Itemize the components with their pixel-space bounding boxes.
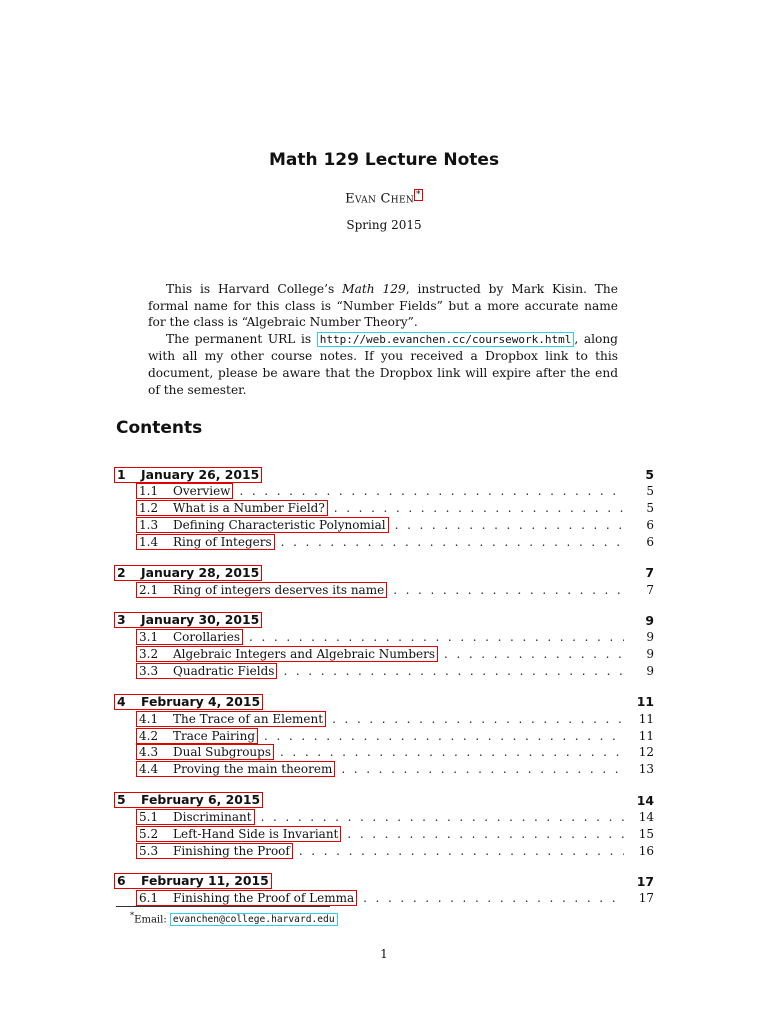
- toc-subsection-page: 6: [646, 534, 654, 549]
- toc-section-number: 6: [117, 873, 126, 889]
- toc-subsection-link[interactable]: [136, 500, 328, 516]
- toc-section-number: 3: [117, 612, 126, 628]
- toc-subsection-link[interactable]: [136, 809, 255, 825]
- toc-subsection-title: Dual Subgroups: [173, 745, 271, 760]
- toc-section-link[interactable]: [114, 873, 272, 889]
- toc-subsection-link[interactable]: [136, 483, 233, 499]
- toc-subsection-link[interactable]: [136, 582, 387, 598]
- date-line: Spring 2015: [346, 218, 422, 232]
- footnote-link[interactable]: *: [416, 190, 421, 200]
- toc-subsection-line: [136, 581, 654, 598]
- toc-section-number: 4: [117, 693, 126, 709]
- toc-subsection-page: 14: [638, 809, 654, 824]
- toc-dot-leader: [255, 810, 624, 824]
- toc-subsection-title: Finishing the Proof of Lemma: [173, 891, 355, 906]
- toc-section-number: 2: [117, 564, 126, 580]
- toc-subsection-line: [136, 500, 654, 517]
- toc-dot-leader: [277, 664, 624, 678]
- footnote-mark: *: [130, 910, 135, 920]
- toc-dot-leader: [275, 535, 624, 549]
- toc-section-title: February 11, 2015: [141, 873, 269, 889]
- toc-section-page: 7: [645, 565, 654, 581]
- toc-section-page: 5: [645, 467, 654, 482]
- abstract-paragraph-1: [148, 281, 618, 331]
- toc-subsection-page: 13: [638, 762, 654, 777]
- toc-subsection-line: [136, 744, 654, 761]
- toc-section-line: [114, 792, 654, 809]
- toc-subsection-title: Algebraic Integers and Algebraic Numbers: [173, 647, 436, 662]
- toc-subsection-number: 1.1: [139, 484, 159, 499]
- toc-dot-leader: [243, 630, 624, 644]
- toc-subsection-page: 15: [638, 826, 654, 841]
- abstract-text: This is Harvard College’s: [166, 282, 343, 296]
- toc-subsection-line: [136, 842, 654, 859]
- abstract: [148, 281, 618, 398]
- toc-dot-leader: [274, 745, 624, 759]
- toc-subsection-line: [136, 533, 654, 550]
- toc-dot-leader: [357, 891, 624, 905]
- toc-subsection-link[interactable]: [136, 711, 326, 727]
- toc-subsection-number: 3.1: [139, 630, 159, 645]
- toc-subsection-link[interactable]: [136, 761, 335, 777]
- toc-section: [114, 466, 654, 550]
- toc-subsection-title: Finishing the Proof: [173, 843, 290, 858]
- toc-dot-leader: [335, 762, 624, 776]
- toc-subsection-link[interactable]: [136, 826, 341, 842]
- course-name: Math 129: [342, 282, 406, 296]
- toc-section-link[interactable]: [114, 694, 263, 710]
- toc-subsection-page: 7: [646, 582, 654, 597]
- footnote: [130, 910, 338, 925]
- abstract-text: , instructed by Mark Kisin. The formal name for this class is “Number Fields” but a more accurate name for the class is “Algebraic Number Theory”.: [148, 282, 618, 330]
- toc-section-number: 5: [117, 792, 126, 808]
- document-title: Math 129 Lecture Notes: [268, 150, 500, 170]
- toc-section-page: 17: [636, 873, 654, 889]
- toc-subsection-page: 17: [638, 891, 654, 906]
- course-url-link[interactable]: http://web.evanchen.cc/coursework.html: [317, 332, 575, 347]
- toc-subsection-line: [136, 727, 654, 744]
- abstract-paragraph-2: [148, 331, 618, 398]
- toc-section-link[interactable]: [114, 612, 262, 628]
- toc-subsection-number: 4.3: [139, 745, 159, 760]
- toc-subsection-page: 9: [646, 663, 654, 678]
- toc-section-page: 9: [645, 612, 654, 628]
- toc-subsection-page: 5: [646, 484, 654, 499]
- toc-dot-leader: [387, 583, 624, 597]
- table-of-contents: [114, 466, 654, 921]
- author-line: [0, 190, 768, 206]
- toc-subsection-title: Left-Hand Side is Invariant: [173, 826, 339, 841]
- toc-subsection-page: 9: [646, 630, 654, 645]
- footnote-rule: [116, 906, 330, 907]
- toc-section: [114, 564, 654, 598]
- toc-section-title: January 28, 2015: [141, 564, 260, 580]
- abstract-text: , along with all my other course notes. If you received a Dropbox link to this document, please be aware that the Dropbox link will expire after the end of the semester.: [148, 331, 618, 397]
- toc-section-line: [114, 564, 654, 581]
- toc-section-title: January 26, 2015: [141, 466, 260, 482]
- toc-subsection-link[interactable]: [136, 744, 274, 760]
- toc-subsection-number: 2.1: [139, 582, 159, 597]
- toc-subsection-title: Quadratic Fields: [173, 663, 275, 678]
- toc-section-title: January 30, 2015: [141, 612, 260, 628]
- toc-subsection-line: [136, 710, 654, 727]
- toc-section-link[interactable]: [114, 792, 263, 808]
- toc-dot-leader: [328, 501, 624, 515]
- toc-subsection-page: 11: [638, 711, 654, 726]
- toc-section-title: February 4, 2015: [141, 693, 261, 709]
- toc-subsection-page: 5: [646, 501, 654, 516]
- footnote-label: Email:: [134, 914, 170, 926]
- page-number: 1: [380, 947, 388, 961]
- toc-dot-leader: [233, 484, 624, 498]
- toc-subsection-number: 1.3: [139, 517, 159, 532]
- toc-subsection-number: 6.1: [139, 891, 159, 906]
- email-link[interactable]: evanchen@college.harvard.edu: [170, 913, 338, 926]
- toc-section: [114, 792, 654, 859]
- toc-section-page: 14: [636, 792, 654, 808]
- toc-subsection-title: What is a Number Field?: [173, 501, 325, 516]
- toc-subsection-number: 1.2: [139, 501, 159, 516]
- toc-subsection-number: 5.1: [139, 809, 159, 824]
- toc-subsection-title: Proving the main theorem: [173, 762, 333, 777]
- toc-subsection-link[interactable]: [136, 629, 243, 645]
- toc-subsection-page: 16: [638, 843, 654, 858]
- toc-subsection-title: Discriminant: [173, 809, 252, 824]
- toc-subsection-number: 5.3: [139, 843, 159, 858]
- toc-subsection-line: [136, 825, 654, 842]
- toc-subsection-link[interactable]: [136, 890, 357, 906]
- toc-section-page: 11: [636, 694, 654, 710]
- toc-dot-leader: [341, 827, 624, 841]
- toc-section: [114, 693, 654, 777]
- toc-dot-leader: [258, 729, 624, 743]
- toc-subsection-link[interactable]: [136, 534, 275, 550]
- toc-subsection-line: [136, 761, 654, 778]
- toc-section-link[interactable]: [114, 467, 262, 483]
- toc-subsection-title: The Trace of an Element: [173, 711, 324, 726]
- toc-section-title: February 6, 2015: [141, 792, 261, 808]
- toc-subsection-number: 4.4: [139, 762, 159, 777]
- toc-dot-leader: [326, 712, 624, 726]
- contents-heading: Contents: [116, 418, 203, 438]
- toc-dot-leader: [389, 518, 624, 532]
- toc-subsection-number: 5.2: [139, 826, 159, 841]
- toc-subsection-page: 6: [646, 517, 654, 532]
- toc-subsection-line: [136, 890, 654, 907]
- toc-subsection-title: Overview: [173, 484, 231, 499]
- toc-subsection-number: 3.2: [139, 647, 159, 662]
- toc-section-line: [114, 693, 654, 710]
- toc-dot-leader: [438, 647, 624, 661]
- toc-subsection-line: [136, 629, 654, 646]
- toc-section: [114, 612, 654, 679]
- toc-subsection-line: [136, 663, 654, 680]
- toc-subsection-page: 9: [646, 647, 654, 662]
- toc-subsection-link[interactable]: [136, 517, 389, 533]
- toc-section-link[interactable]: [114, 565, 262, 581]
- toc-subsection-line: [136, 517, 654, 534]
- toc-section-line: [114, 873, 654, 890]
- toc-subsection-title: Defining Characteristic Polynomial: [173, 517, 386, 532]
- abstract-text: The permanent URL is: [166, 331, 317, 346]
- toc-subsection-page: 12: [638, 745, 654, 760]
- toc-subsection-number: 4.2: [139, 728, 159, 743]
- toc-subsection-line: [136, 646, 654, 663]
- toc-subsection-title: Trace Pairing: [173, 728, 256, 743]
- toc-section-number: 1: [117, 466, 126, 482]
- toc-subsection-title: Ring of Integers: [173, 534, 272, 549]
- toc-section-line: [114, 466, 654, 483]
- toc-subsection-link[interactable]: [136, 728, 258, 744]
- toc-subsection-link[interactable]: [136, 663, 277, 679]
- toc-subsection-link[interactable]: [136, 646, 438, 662]
- toc-section: [114, 873, 654, 907]
- toc-section-line: [114, 612, 654, 629]
- toc-subsection-title: Ring of integers deserves its name: [173, 582, 385, 597]
- toc-dot-leader: [293, 844, 624, 858]
- toc-subsection-link[interactable]: [136, 843, 293, 859]
- toc-subsection-line: [136, 809, 654, 826]
- toc-subsection-number: 1.4: [139, 534, 159, 549]
- toc-subsection-number: 3.3: [139, 663, 159, 678]
- toc-subsection-number: 4.1: [139, 711, 159, 726]
- toc-subsection-line: [136, 483, 654, 500]
- toc-subsection-page: 11: [638, 728, 654, 743]
- toc-subsection-title: Corollaries: [173, 630, 241, 645]
- author-name: Evan Chen: [345, 191, 414, 207]
